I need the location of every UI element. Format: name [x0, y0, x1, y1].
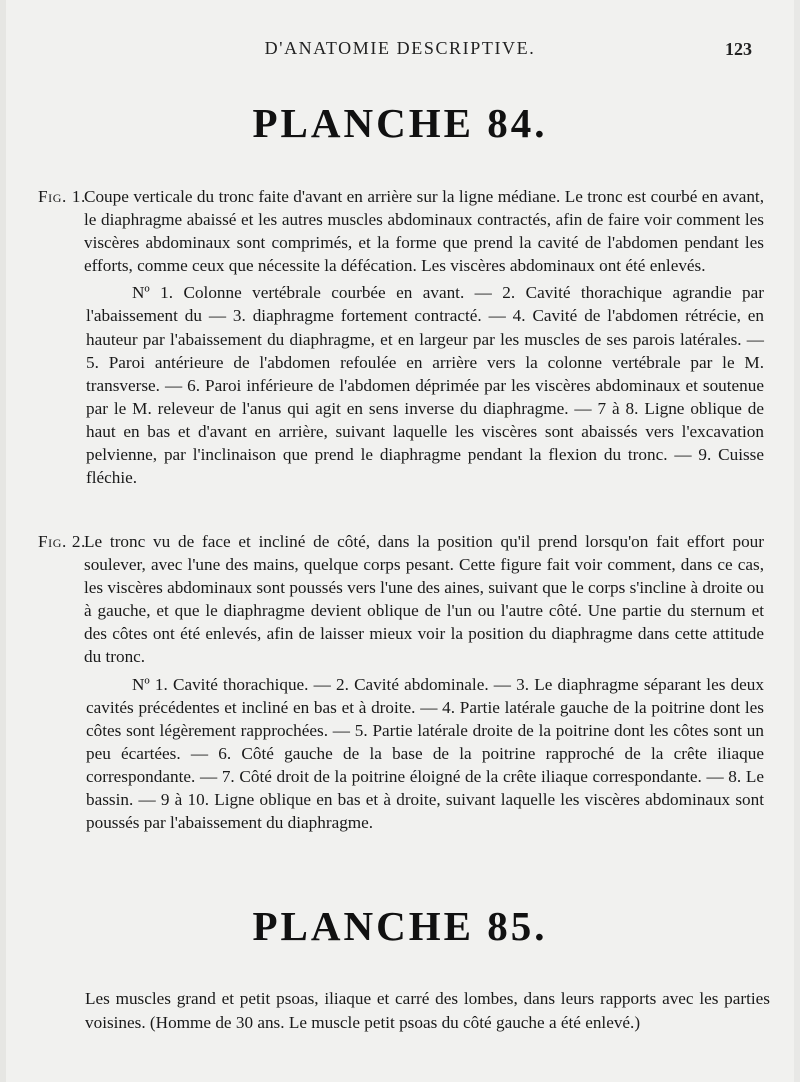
figure-1-label: Fig. 1. [38, 187, 86, 206]
figure-1-section [38, 185, 764, 489]
plate-84-title: PLANCHE 84. [252, 100, 548, 146]
figure-2-legend: Nº 1. Cavité thorachique. — 2. Cavité abdominale. — 3. Le diaphragme séparant les deux cavités précédentes et incliné en bas et à droite. — 4. Partie latérale gauche de la poitrine dont les côtes sont légèrement rapprochées. — 5. Partie latérale droite de la poitrine dont les côtes sont un peu écartées. — 6. Côté gauche de la base de la poitrine rapproché de la crête iliaque correspondante. — 7. Côté droit de la poitrine éloigné de la crête iliaque correspondante. — 8. Le bassin. — 9 à 10. Ligne oblique en bas et à droite, suivant laquelle les viscères abdominaux sont poussés par l'abaissement du diaphragme. [86, 674, 764, 833]
plate-85-description: Les muscles grand et petit psoas, iliaque et carré des lombes, dans leurs rapports avec les parties voisines. (Homme de 30 ans. Le muscle petit psoas du côté gauche a été enlevé.) [85, 989, 770, 1032]
plate-85-title: PLANCHE 85. [252, 903, 548, 949]
figure-1-description: Coupe verticale du tronc faite d'avant en arrière sur la ligne médiane. Le tronc est courbé en avant, le diaphragme abaissé et les autres muscles abdominaux contractés, afin de faire voir comment les viscères abdominaux sont comprimés, et la forme que prend la cavité de l'abdomen pendant les efforts, comme ceux que nécessite la défécation. Les viscères abdominaux ont été enlevés. [84, 187, 764, 276]
figure-2-description: Le tronc vu de face et incliné de côté, dans la position qu'il prend lorsqu'on fait effort pour soulever, avec l'une des mains, quelque corps pesant. Cette figure fait voir comment, dans ce cas, les viscères abdominaux sont poussés vers l'une des aines, suivant que le corps s'incline à droite ou à gauche, et que le diaphragme devient oblique de l'un ou l'autre côté. Une partie du sternum et des côtes ont été enlevés, afin de laisser mieux voir la position du diaphragme dans cette attitude du tronc. [84, 532, 764, 667]
figure-2-label: Fig. 2. [38, 532, 86, 551]
running-title: D'ANATOMIE DESCRIPTIVE. [264, 38, 536, 58]
figure-1-legend: Nº 1. Colonne vertébrale courbée en avant. — 2. Cavité thorachique agrandie par l'abaissement du — 3. diaphragme fortement contracté. — 4. Cavité de l'abdomen rétrécie, en hauteur par l'abaissement du diaphragme, et en largeur par les muscles de ses parois latérales. — 5. Paroi antérieure de l'abdomen refoulée en arrière vers la colonne vertébrale par le M. transverse. — 6. Paroi inférieure de l'abdomen déprimée par les viscères abdominaux et soutenue par le M. releveur de l'anus qui agit en sens inverse du diaphragme. — 7 à 8. Ligne oblique de haut en bas et d'avant en arrière, suivant laquelle les viscères sont abaissés vers l'excavation pelvienne, par l'inclinaison que prend le diaphragme pendant la flexion du tronc. — 9. Cuisse fléchie. [86, 283, 764, 488]
page-number: 123 [725, 39, 752, 59]
running-head [0, 38, 800, 60]
figure-2-section [38, 530, 764, 834]
